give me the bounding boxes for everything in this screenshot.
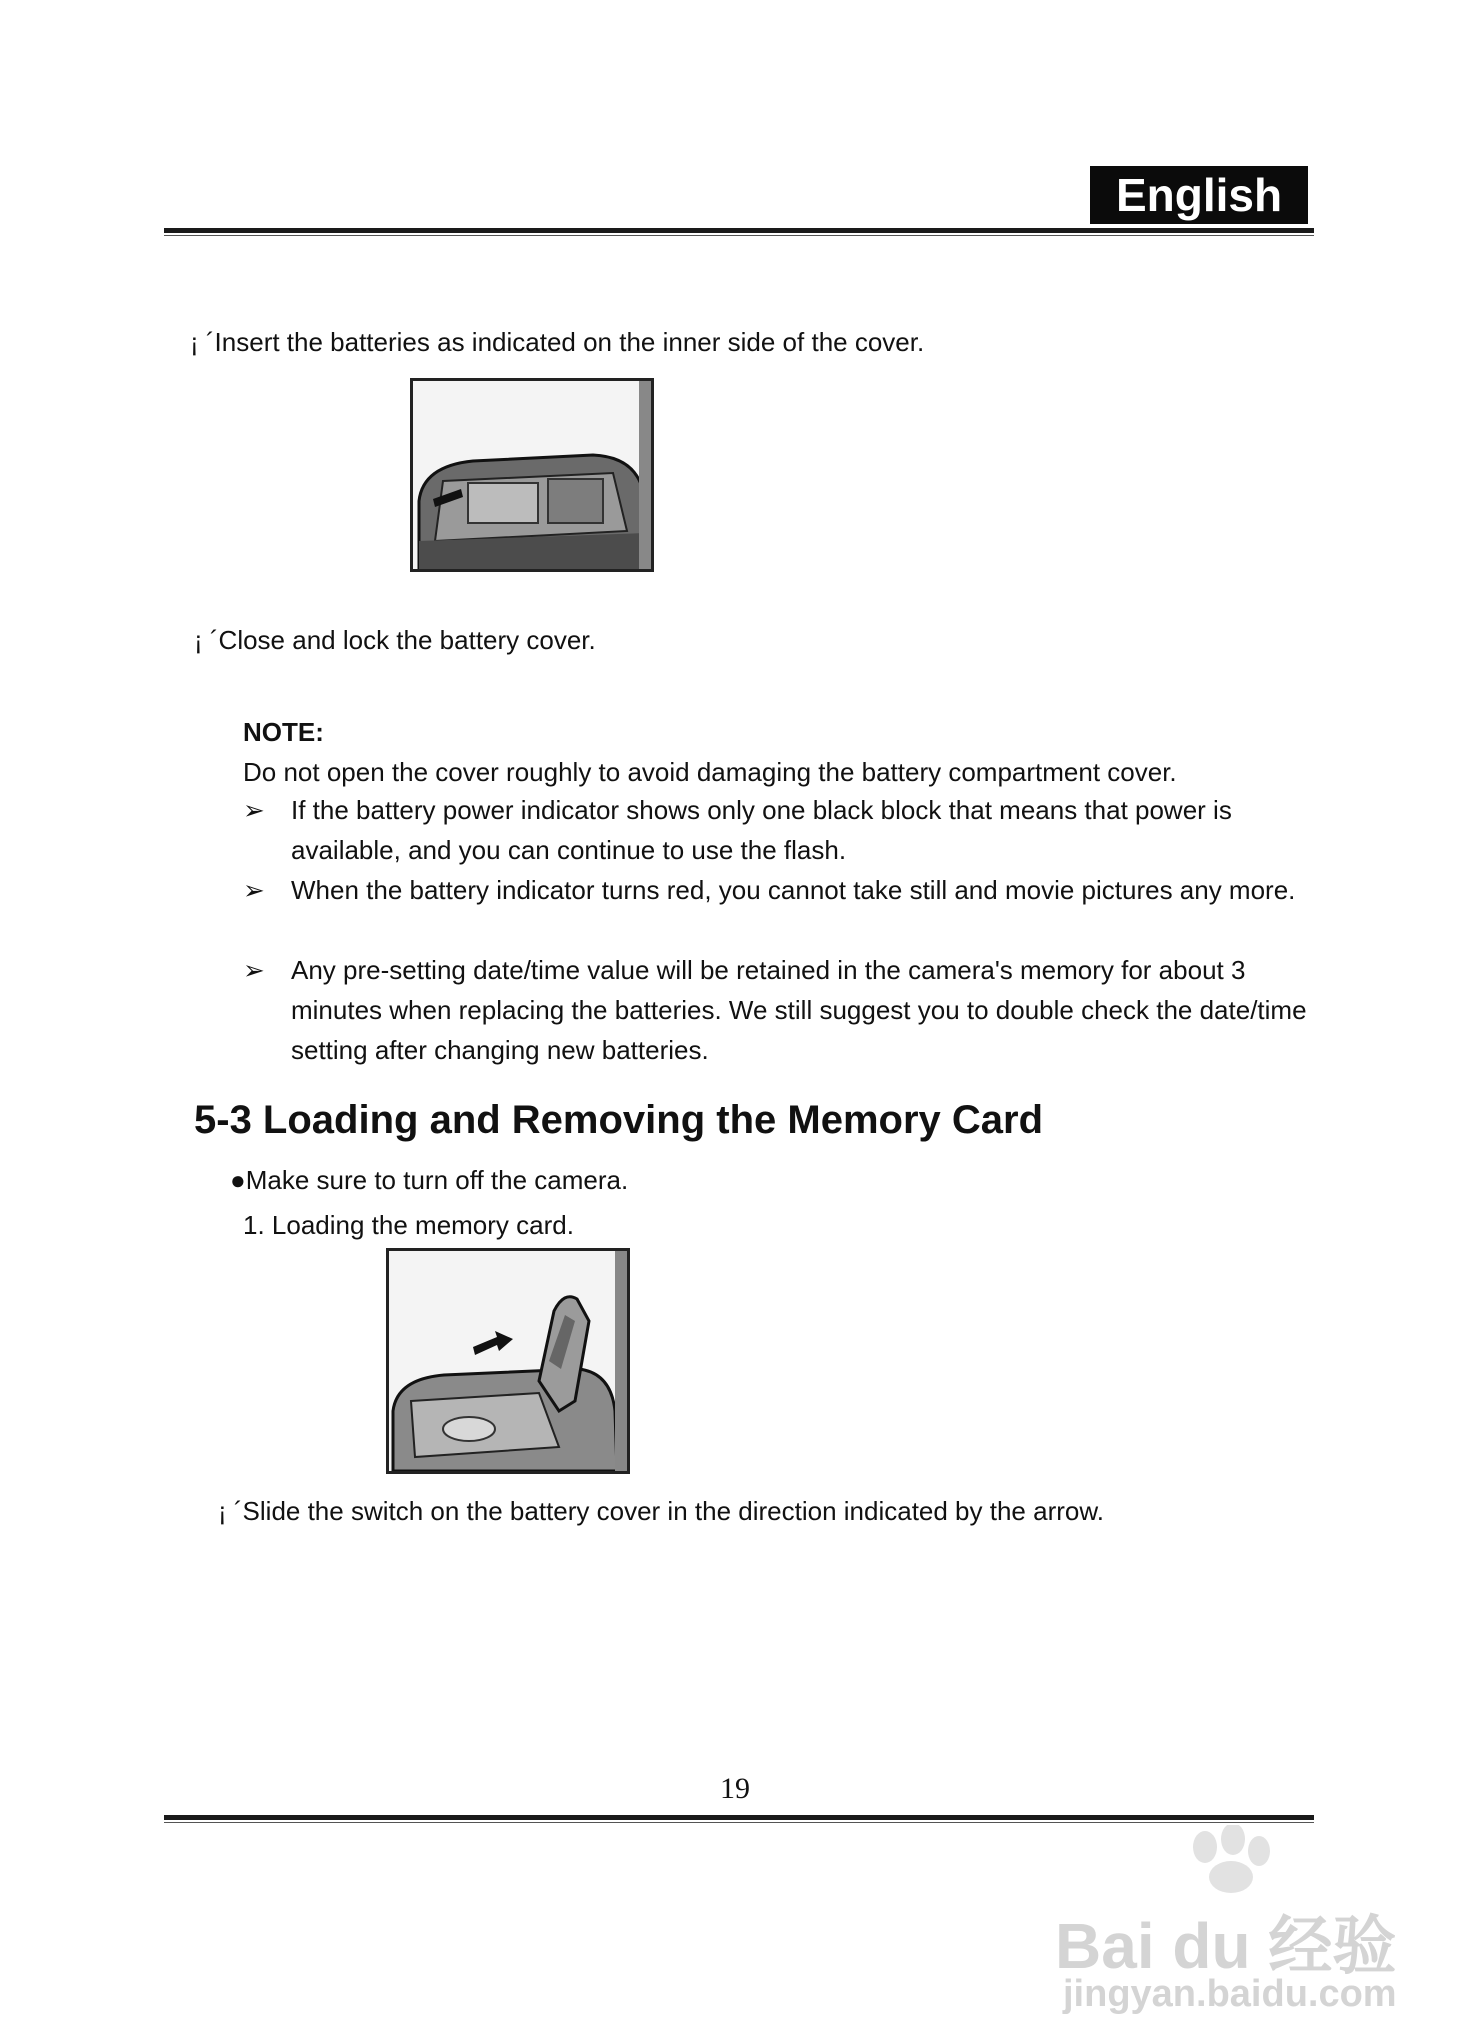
insert-step-text: Insert the batteries as indicated on the inner side of the cover.: [214, 327, 925, 357]
prereq-text: Make sure to turn off the camera.: [245, 1165, 629, 1195]
header-rule-thin: [164, 235, 1314, 236]
paw-icon: [1175, 1825, 1285, 1895]
close-step-text: Close and lock the battery cover.: [218, 625, 596, 655]
section-title: 5-3 Loading and Removing the Memory Card: [194, 1098, 1044, 1142]
prereq-line: [230, 1160, 628, 1200]
note-heading: NOTE:: [243, 717, 324, 747]
step-1-label: 1. Loading the memory card.: [243, 1210, 574, 1240]
note-item-text: When the battery indicator turns red, you cannot take still and movie pictures any more.: [291, 875, 1296, 905]
slide-step-text: Slide the switch on the battery cover in the direction indicated by the arrow.: [242, 1496, 1104, 1526]
header-rule: [164, 228, 1314, 233]
close-step: [194, 620, 596, 660]
footer-rule-thin: [164, 1822, 1314, 1823]
language-badge: English: [1090, 166, 1308, 224]
note-intro: Do not open the cover roughly to avoid damaging the battery compartment cover.: [243, 757, 1177, 787]
camera-memory-card-slot-icon: [389, 1251, 627, 1471]
arrow-bullet-icon: ➢: [243, 795, 265, 825]
baidu-watermark: [1055, 1825, 1395, 2025]
note-item: [243, 870, 1303, 950]
step-marker: ¡ ´: [194, 625, 219, 655]
insert-step: [190, 322, 924, 362]
slide-step: [218, 1491, 1104, 1531]
step-marker: ¡ ´: [218, 1496, 243, 1526]
note-item-text: Any pre-setting date/time value will be retained in the camera's memory for about 3 minutes when replacing the batteries. We still suggest you to double check the date/time setting after changing new batteries.: [291, 955, 1307, 1065]
arrow-bullet-icon: ➢: [243, 955, 265, 985]
memory-card-illustration: [386, 1248, 630, 1474]
note-item-text: If the battery power indicator shows only one black block that means that power is available, and you can continue to use the flash.: [291, 795, 1232, 865]
watermark-brand: Bai du 经验: [1055, 1910, 1397, 1982]
note-item: [243, 790, 1303, 870]
arrow-bullet-icon: ➢: [243, 875, 265, 905]
page-number: 19: [720, 1772, 750, 1805]
note-item: [243, 950, 1307, 1070]
battery-illustration: [410, 378, 654, 572]
footer-rule: [164, 1815, 1314, 1820]
watermark-url: jingyan.baidu.com: [1063, 1973, 1397, 2015]
step-marker: ¡ ´: [190, 327, 215, 357]
filled-circle-bullet-icon: ●: [230, 1165, 246, 1195]
camera-battery-compartment-icon: [413, 381, 651, 569]
